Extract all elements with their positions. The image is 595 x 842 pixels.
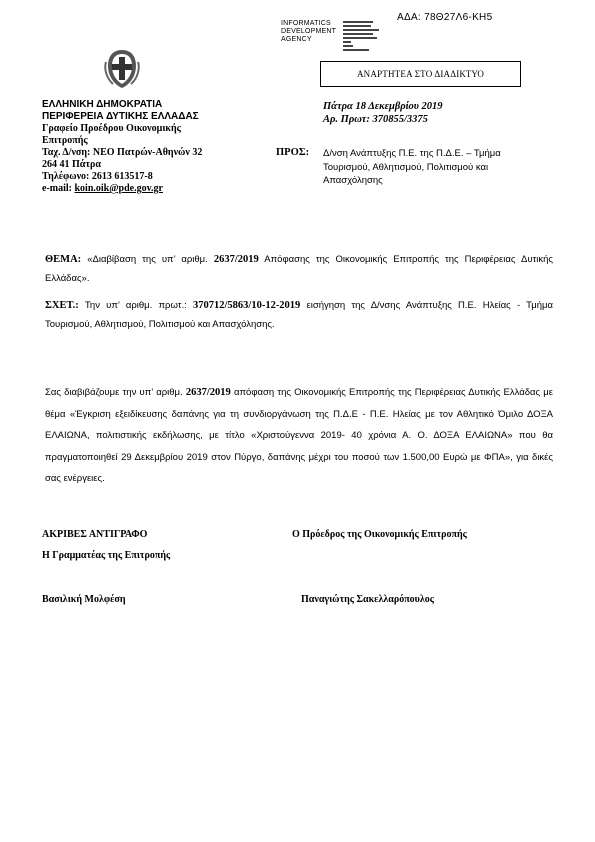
sender-block: [42, 99, 202, 195]
body-pre: Σας διαβιβάζουμε την υπ’ αριθμ.: [45, 387, 186, 398]
sender-line-email: [42, 183, 202, 195]
related-pre: Την υπ’ αριθμ. πρωτ.:: [78, 300, 193, 311]
recipient-text: Δ/νση Ανάπτυξης Π.Ε. της Π.Δ.Ε. – Τμήμα Τουρισμού, Αθλητισμού, Πολιτισμού και Απασχόλησης: [323, 148, 501, 186]
secretary-role: Η Γραμματέας της Επιτροπής: [42, 550, 171, 561]
related-protocol-number: 370712/5863/10-12-2019: [192, 300, 301, 311]
greek-coat-of-arms-icon: [103, 48, 141, 90]
related-post: εισήγηση της Δ/νσης Ανάπτυξης Π.Ε. Ηλείας - Τμήμα Τουρισμού, Αθλητισμού, Πολιτισμού και Απασχόλησης.: [45, 300, 553, 330]
email-link[interactable]: koin.oik@pde.gov.gr: [74, 183, 163, 194]
related-paragraph: [45, 296, 553, 334]
related-label: ΣΧΕΤ.:: [45, 300, 79, 311]
subject-label: ΘΕΜΑ:: [45, 254, 82, 265]
sender-line-postcode: 264 41 Πάτρα: [42, 159, 101, 170]
subject-paragraph: [45, 250, 553, 288]
sender-line-address: Ταχ. Δ/νση: ΝΕΟ Πατρών-Αθηνών 32: [42, 147, 203, 158]
ada-code: ΑΔΑ: 78Θ27Λ6-ΚΗ5: [397, 12, 493, 23]
body-paragraph: [45, 382, 553, 490]
stamp-word-3: AGENCY: [281, 36, 312, 43]
recipient-label: ΠΡΟΣ:: [276, 147, 310, 158]
document-date: Πάτρα 18 Δεκεμβρίου 2019: [323, 101, 443, 112]
body-post: απόφαση της Οικονομικής Επιτροπής της Περιφέρειας Δυτικής Ελλάδας με θέμα «Έγκριση εξειδίκευσης δαπάνης για τη συνδιοργάνωση της Π.Δ.Ε - Π.Ε. Ηλείας με τον Αθλητικό Όμιλο ΔΟΞΑ ΕΛΑΙΩΝΑ, πολιτιστικής εκδήλωσης, με τίτλο «Χριστούγεννα 2019- 40 χρόνια Α. Ο. ΔΟΞΑ ΕΛΑΙΩΝΑ» που θα πραγματοποιηθεί 29 Δεκεμβρίου 2019 στον Πύργο, δαπάνης μέχρι του ποσού των 1.500,00 Ευρώ με ΦΠΑ», για δικές σας ενέργειες.: [45, 387, 553, 484]
stamp-word-2: DEVELOPMENT: [281, 28, 337, 35]
stamp-word-1: INFORMATICS: [281, 20, 331, 27]
subject-decision-number: 2637/2019: [213, 254, 259, 265]
body-decision-number: 2637/2019: [185, 387, 231, 398]
email-label: e-mail:: [42, 183, 75, 194]
sender-line-republic: ΕΛΛΗΝΙΚΗ ΔΗΜΟΚΡΑΤΙΑ: [42, 99, 163, 110]
informatics-agency-stamp: [281, 20, 381, 56]
sender-line-region: ΠΕΡΙΦΕΡΕΙΑ ΔΥΤΙΚΗΣ ΕΛΛΑΔΑΣ: [42, 111, 199, 122]
chairman-name: Παναγιώτης Σακελλαρόπουλος: [301, 594, 435, 605]
chairman-role: Ο Πρόεδρος της Οικονομικής Επιτροπής: [292, 529, 467, 540]
sender-line-phone: Τηλέφωνο: 2613 613517-8: [42, 171, 153, 182]
sender-line-office: Γραφείο Προέδρου Οικονομικής: [42, 123, 181, 134]
secretary-name: Βασιλική Μολφέση: [42, 594, 126, 605]
subject-post: Απόφασης της Οικονομικής Επιτροπής της Περιφέρειας Δυτικής Ελλάδας».: [45, 254, 553, 284]
subject-pre: «Διαβίβαση της υπ’ αριθμ.: [81, 254, 214, 265]
sender-line-committee: Επιτροπής: [42, 135, 88, 146]
public-notice-box: ΑΝΑΡΤΗΤΕΑ ΣΤΟ ΔΙΑΔΙΚΤΥΟ: [320, 61, 521, 87]
protocol-number: Αρ. Πρωτ: 370855/3375: [323, 114, 428, 125]
date-protocol-block: [323, 100, 443, 126]
certified-copy-label: ΑΚΡΙΒΕΣ ΑΝΤΙΓΡΑΦΟ: [42, 529, 148, 540]
